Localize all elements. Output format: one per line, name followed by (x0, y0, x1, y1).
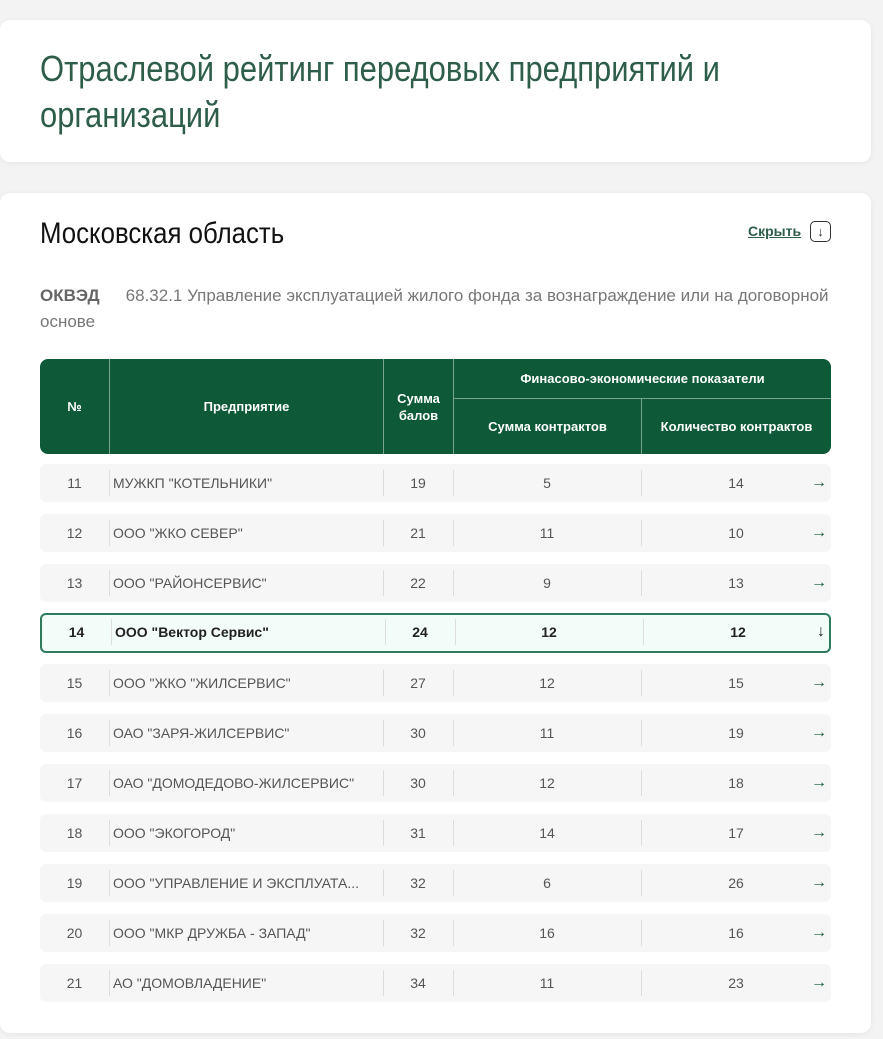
row-company-name: АО "ДОМОВЛАДЕНИЕ" (113, 975, 267, 991)
column-divider (109, 770, 110, 796)
row-score: 34 (410, 975, 426, 991)
row-number: 21 (66, 975, 83, 991)
row-number: 18 (66, 825, 83, 841)
expand-arrow-icon[interactable]: → (811, 724, 827, 741)
header-company: Предприятие (203, 399, 290, 414)
column-divider (109, 470, 110, 496)
column-divider (643, 619, 644, 645)
table-row[interactable] (40, 564, 831, 602)
row-contract-count: 23 (728, 975, 744, 991)
row-company-name: ООО "ЖКО "ЖИЛСЕРВИС" (113, 675, 291, 691)
row-number: 17 (66, 775, 83, 791)
row-score: 22 (410, 575, 426, 591)
column-divider (383, 520, 384, 546)
column-divider (453, 770, 454, 796)
row-company-name: ООО "МКР ДРУЖБА - ЗАПАД" (113, 925, 311, 941)
column-divider (109, 520, 110, 546)
row-contract-count: 15 (728, 675, 744, 691)
column-divider (641, 920, 642, 946)
column-divider (109, 570, 110, 596)
column-divider (641, 970, 642, 996)
expand-arrow-icon[interactable]: → (811, 674, 827, 691)
column-divider (383, 820, 384, 846)
column-divider (641, 570, 642, 596)
row-number: 20 (66, 925, 83, 941)
table-row[interactable] (40, 864, 831, 902)
expand-arrow-icon[interactable]: → (811, 924, 827, 941)
column-divider (453, 470, 454, 496)
row-contract-count: 14 (728, 475, 744, 491)
row-contract-count: 26 (728, 875, 744, 891)
row-contract-count: 10 (728, 525, 744, 541)
row-contract-count: 13 (728, 575, 744, 591)
row-score: 19 (410, 475, 426, 491)
row-company-name: ООО "УПРАВЛЕНИЕ И ЭКСПЛУАТА... (113, 875, 359, 891)
row-company-name: ООО "ЭКОГОРОД" (113, 825, 236, 841)
arrow-down-box-icon[interactable]: ↓ (810, 221, 831, 242)
column-divider (641, 820, 642, 846)
column-divider (453, 520, 454, 546)
column-divider (641, 770, 642, 796)
row-score: 27 (410, 675, 426, 691)
row-score: 30 (410, 725, 426, 741)
column-divider (641, 720, 642, 746)
column-divider (641, 670, 642, 696)
row-company-name: ООО "РАЙОНСЕРВИС" (113, 575, 267, 591)
row-company-name: ОАО "ДОМОДЕДОВО-ЖИЛСЕРВИС" (113, 775, 355, 791)
row-contract-sum: 11 (539, 975, 555, 991)
okved-label: ОКВЭД (40, 286, 100, 305)
expand-arrow-icon[interactable]: → (811, 974, 827, 991)
row-contract-sum: 11 (539, 725, 555, 741)
row-score: 30 (410, 775, 426, 791)
row-contract-count: 17 (728, 825, 744, 841)
column-divider (383, 870, 384, 896)
column-divider (383, 970, 384, 996)
column-divider (109, 920, 110, 946)
row-contract-count: 18 (728, 775, 744, 791)
row-score: 21 (410, 525, 426, 541)
column-divider (641, 520, 642, 546)
column-divider (109, 720, 110, 746)
column-divider (455, 619, 456, 645)
row-contract-sum: 12 (541, 624, 557, 640)
column-divider (453, 720, 454, 746)
column-divider (453, 820, 454, 846)
table-row[interactable] (40, 914, 831, 952)
expand-arrow-icon[interactable]: → (811, 874, 827, 891)
okved-text: 68.32.1 Управление эксплуатацией жилого фонда за вознаграждение или на договорной основе (40, 286, 829, 331)
column-divider (383, 670, 384, 696)
row-contract-sum: 16 (539, 925, 555, 941)
header-num: № (67, 399, 82, 414)
table-row[interactable] (40, 514, 831, 552)
row-contract-sum: 9 (543, 575, 551, 591)
row-number: 16 (66, 725, 83, 741)
row-contract-sum: 12 (539, 675, 555, 691)
column-divider (109, 670, 110, 696)
table-row[interactable] (40, 613, 831, 653)
table-header (40, 359, 831, 454)
column-divider (383, 470, 384, 496)
expand-arrow-icon[interactable]: → (811, 574, 827, 591)
column-divider (111, 619, 112, 645)
hide-link[interactable]: Скрыть (748, 223, 802, 239)
row-score: 24 (412, 624, 428, 640)
column-divider (383, 570, 384, 596)
row-number: 14 (68, 624, 85, 640)
row-number: 11 (67, 475, 82, 491)
collapse-arrow-icon[interactable]: ↓ (817, 623, 825, 640)
row-number: 19 (66, 875, 83, 891)
row-contract-sum: 12 (539, 775, 555, 791)
column-divider (453, 920, 454, 946)
expand-arrow-icon[interactable]: → (811, 524, 827, 541)
table-row[interactable] (40, 464, 831, 502)
column-divider (453, 870, 454, 896)
table-row[interactable] (40, 764, 831, 802)
header-sum: Сумма контрактов (488, 419, 607, 434)
expand-arrow-icon[interactable]: → (811, 824, 827, 841)
column-divider (109, 970, 110, 996)
row-company-name: ОАО "ЗАРЯ-ЖИЛСЕРВИС" (113, 725, 290, 741)
row-contract-sum: 6 (543, 875, 551, 891)
column-divider (383, 920, 384, 946)
table-row[interactable] (40, 964, 831, 1002)
column-divider (453, 970, 454, 996)
column-divider (383, 770, 384, 796)
column-divider (383, 720, 384, 746)
table-row[interactable] (40, 814, 831, 852)
row-company-name: ООО "ЖКО СЕВЕР" (113, 525, 243, 541)
column-divider (641, 470, 642, 496)
table-row[interactable] (40, 714, 831, 752)
row-contract-count: 16 (728, 925, 744, 941)
expand-arrow-icon[interactable]: → (811, 474, 827, 491)
column-divider (453, 670, 454, 696)
expand-arrow-icon[interactable]: → (811, 774, 827, 791)
okved-info (40, 283, 830, 335)
header-group: Финасово-экономические показатели (520, 371, 765, 386)
column-divider (109, 870, 110, 896)
page-title: Отраслевой рейтинг передовых предприятий и организаций (40, 48, 720, 135)
row-contract-sum: 11 (539, 525, 555, 541)
row-contract-sum: 5 (543, 475, 551, 491)
column-divider (641, 870, 642, 896)
column-divider (109, 820, 110, 846)
row-score: 32 (410, 925, 426, 941)
row-company-name: МУЖКП "КОТЕЛЬНИКИ" (113, 475, 273, 491)
header-score: Сумма балов (397, 390, 440, 423)
table-row[interactable] (40, 664, 831, 702)
row-company-name: ООО "Вектор Сервис" (115, 624, 269, 640)
row-contract-count: 19 (728, 725, 744, 741)
row-number: 12 (66, 525, 83, 541)
row-score: 32 (410, 875, 426, 891)
row-number: 15 (66, 675, 83, 691)
row-contract-count: 12 (730, 624, 746, 640)
row-contract-sum: 14 (539, 825, 555, 841)
region-title: Московская область (40, 217, 285, 250)
row-number: 13 (66, 575, 83, 591)
column-divider (385, 619, 386, 645)
header-count: Количество контрактов (660, 419, 813, 434)
row-score: 31 (410, 825, 426, 841)
column-divider (453, 570, 454, 596)
